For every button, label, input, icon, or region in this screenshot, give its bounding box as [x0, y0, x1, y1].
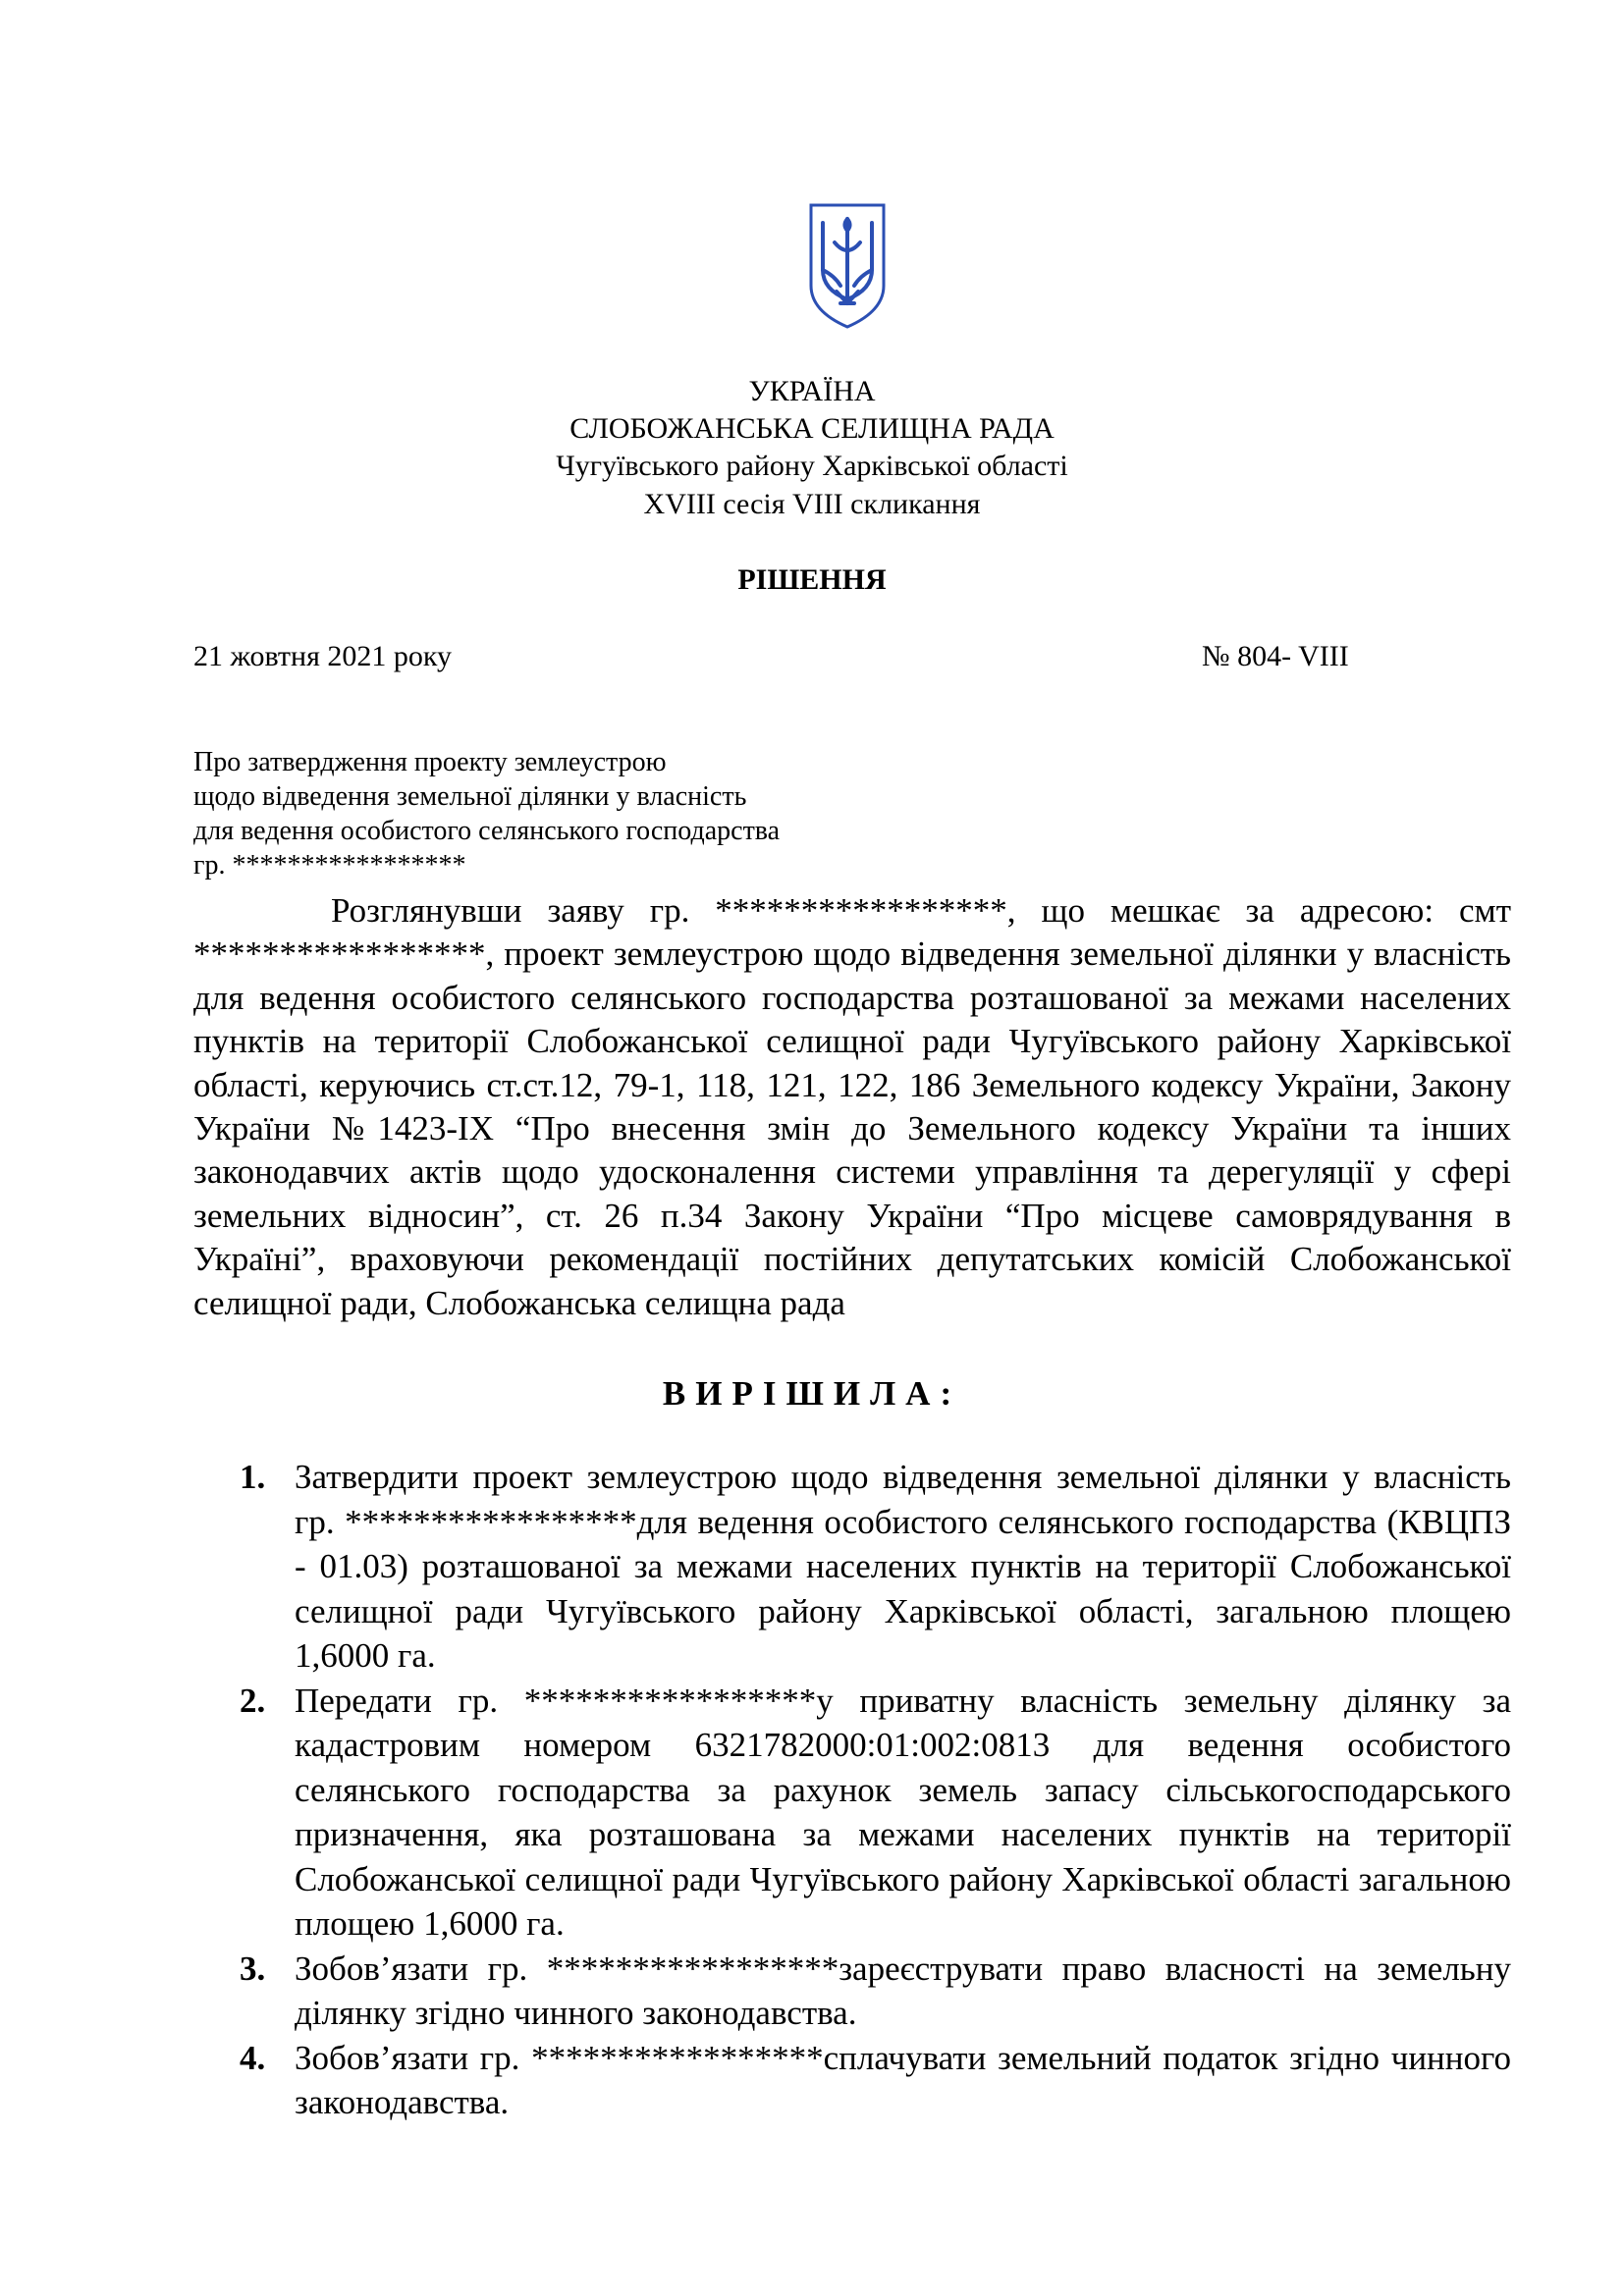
list-item [240, 1679, 1511, 1947]
document-type: РІШЕННЯ [737, 563, 887, 596]
session-line: XVIII сесія VIII скликання [643, 488, 981, 520]
item-number: 2. [240, 1681, 266, 1720]
item-number: 4. [240, 2038, 266, 2077]
council-name: СЛОБОЖАНСЬКА СЕЛИЩНА РАДА [569, 412, 1055, 445]
item-number: 3. [240, 1949, 266, 1988]
subject-line-4: гр. ***************** [193, 850, 466, 881]
item-text: Зобов’язати гр. *****************сплачувати земельний податок згідно чинного законодавства. [295, 2038, 1511, 2121]
subject-line-1: Про затвердження проекту землеустрою [193, 747, 667, 777]
list-item [240, 1455, 1511, 1679]
item-text: Передати гр. *****************у приватну власність земельну ділянку за кадастровим номером 6321782000:01:002:0813 для ведення особистого селянського господарства за рахунок земель запасу сільськогосподарського призначення, яка розташована за межами населених пунктів на території Слобожанської селищної ради Чугуївського району Харківської області загальною площею 1,6000 га. [295, 1681, 1511, 1943]
item-number: 1. [240, 1458, 266, 1496]
subject-line-2: щодо відведення земельної ділянки у власність [193, 781, 747, 812]
decision-date: 21 жовтня 2021 року [193, 640, 453, 672]
list-item [240, 2036, 1511, 2125]
preamble-text: Розглянувши заяву гр. *****************, що мешкає за адресою: смт *****************, проект землеустрою щодо відведення земельної ділянки у власність для ведення особистого селянського господарства розташованої за межами населених пунктів на території Слобожанської селищної ради Чугуївського району Харківської області, керуючись ст.ст.12, 79-1, 118, 121, 122, 186 Земельного кодексу України, Закону України №1423-IX “Про внесення змін до Земельного кодексу України та інших законодавчих актів щодо удосконалення системи управління та дерегуляції у сфері земельних відносин”, ст. 26 п.34 Закону України “Про місцеве самоврядування в Україні”, враховуючи рекомендації постійних депутатських комісій Слобожанської селищної ради, Слобожанська селищна рада [193, 891, 1511, 1322]
item-text: Зобов’язати гр. *****************зареєструвати право власності на земельну ділянку згідно чинного законодавства. [295, 1949, 1511, 2032]
decision-number: № 804- VIII [1202, 640, 1349, 672]
decision-heading: ВИРІШИЛА: [662, 1374, 962, 1413]
preamble-paragraph [193, 889, 1511, 1325]
trident-icon [807, 201, 888, 331]
decision-items [240, 1455, 1511, 2125]
district-name: Чугуївського району Харківської області [556, 450, 1068, 482]
country-name: УКРАЇНА [748, 375, 876, 407]
list-item [240, 1947, 1511, 2036]
item-text: Затвердити проект землеустрою щодо відведення земельної ділянки у власність гр. *****************для ведення особистого селянського господарства (КВЦПЗ - 01.03) розташованої за межами населених пунктів на території Слобожанської селищної ради Чугуївського району Харківської області, загальною площею 1,6000 га. [295, 1458, 1511, 1675]
subject-line-3: для ведення особистого селянського господарства [193, 816, 781, 846]
